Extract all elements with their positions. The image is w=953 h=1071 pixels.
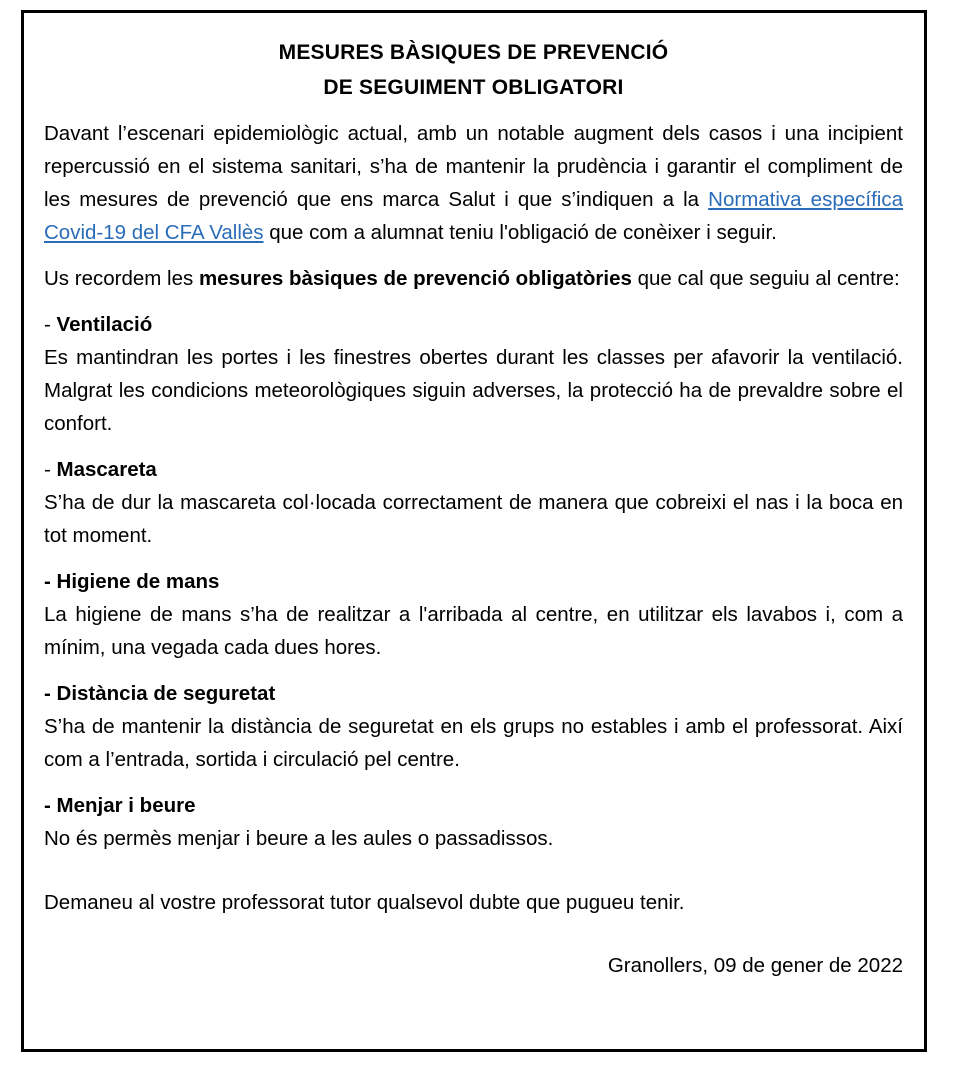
- section-distancia-body: S’ha de mantenir la distància de seguretat en els grups no estables i amb el professorat. Així com a l’entrada, sortida i circulació pel centre.: [44, 715, 903, 771]
- section-higiene-de-mans: [44, 565, 903, 664]
- heading-dash: -: [44, 313, 57, 336]
- document-title-line2: DE SEGUIMENT OBLIGATORI: [323, 76, 624, 99]
- section-ventilacio-heading: [44, 308, 903, 341]
- document-title: [44, 35, 903, 105]
- section-menjar-i-beure: [44, 789, 903, 855]
- reminder-bold-text: mesures bàsiques de prevenció obligatòries: [198, 267, 632, 290]
- section-higiene-body: La higiene de mans s’ha de realitzar a l'arribada al centre, en utilitzar els lavabos i, com a mínim, una vegada cada dues hores.: [44, 603, 903, 659]
- reminder-text-after: que cal que seguiu al centre:: [631, 267, 900, 290]
- reminder-paragraph: [44, 262, 903, 295]
- normativa-covid-link[interactable]: Normativa específica Covid-19 del CFA Vallès: [44, 188, 903, 244]
- heading-dash: -: [44, 458, 57, 481]
- section-higiene-heading: [44, 565, 903, 598]
- reminder-text-before: Us recordem les: [44, 267, 199, 290]
- section-ventilacio-body: Es mantindran les portes i les finestres obertes durant les classes per afavorir la ventilació. Malgrat les condicions meteorològiques siguin adverses, la protecció ha de prevaldre sobre el confort.: [44, 346, 903, 435]
- intro-text-before-link: Davant l’escenari epidemiològic actual, amb un notable augment dels casos i una incipient repercussió en el sistema sanitari, s’ha de mantenir la prudència i garantir el compliment de les mesures de prevenció que ens marca Salut i que s’indiquen a la: [44, 122, 903, 211]
- heading-label: Ventilació: [56, 313, 153, 336]
- document-frame: [21, 10, 927, 1052]
- heading-label: - Higiene de mans: [44, 570, 220, 593]
- document-title-line1: MESURES BÀSIQUES DE PREVENCIÓ: [278, 41, 669, 64]
- section-distancia-de-seguretat: [44, 677, 903, 776]
- section-distancia-heading: [44, 677, 903, 710]
- closing-paragraph: Demaneu al vostre professorat tutor qualsevol dubte que pugueu tenir.: [44, 891, 685, 914]
- section-mascareta-body: S’ha de dur la mascareta col·locada correctament de manera que cobreixi el nas i la boca en tot moment.: [44, 491, 903, 547]
- heading-label: - Menjar i beure: [44, 794, 196, 817]
- section-menjar-body: No és permès menjar i beure a les aules o passadissos.: [44, 827, 554, 850]
- section-menjar-heading: [44, 789, 903, 822]
- section-mascareta: [44, 453, 903, 552]
- section-ventilacio: [44, 308, 903, 440]
- intro-paragraph: [44, 117, 903, 249]
- heading-label: Mascareta: [56, 458, 157, 481]
- heading-label: - Distància de seguretat: [44, 682, 276, 705]
- date-line: Granollers, 09 de gener de 2022: [607, 954, 903, 977]
- section-mascareta-heading: [44, 453, 903, 486]
- intro-text-after-link: que com a alumnat teniu l'obligació de conèixer i seguir.: [263, 221, 777, 244]
